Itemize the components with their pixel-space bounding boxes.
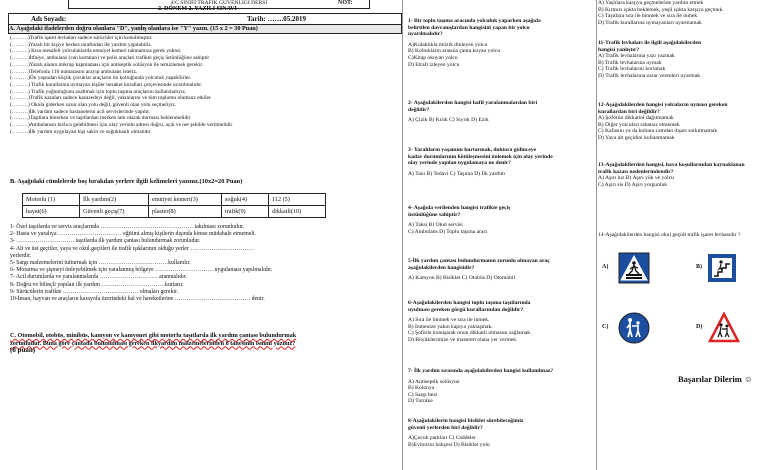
right-column — [598, 0, 778, 470]
question-text: kadar durumlarının kötüleşmesini önlemek için olay yerinde — [408, 153, 553, 160]
fill-blank-sentence: yerlerdir. — [10, 252, 32, 259]
sign-label-c: C) — [602, 324, 609, 330]
sign-label-b: B) — [696, 264, 702, 270]
question-text: 4- Aşağıda verilenden hangisi trafikte geçiş — [408, 205, 511, 211]
exam-subtitle: 2. DÖNEM 2. YAZILI SINAVI — [158, 6, 237, 12]
answer-option: A) Taksi B) Okul servisi — [408, 222, 463, 229]
true-false-item: (………) Trafik yoğunluğunu azaltmak için toplu taşıma araçlarını kullanmalıyız. — [10, 88, 187, 95]
true-false-item: (………)İtfaiye, ambulans (can kurtaran) ve polis araçları trafikte geçiş üstünlüğüne sahiptir — [10, 55, 210, 62]
true-false-item: (………)Yaralı bir kişiye herkes tarafından ilk yardım yapılabiliz. — [10, 41, 152, 48]
name-label: Adı Soyadı: — [31, 15, 67, 23]
question-text: 2- Aşağıdakilerden hangisi hafif yaralanmalardan biri — [408, 100, 538, 106]
word-bank-cell: soğuk(4) — [222, 194, 269, 206]
answer-option: A) Tanı B) Tedavi C) Taşıma D) İlk yardım — [408, 170, 506, 177]
farewell-text: Başarılar Dilerim ☺ — [678, 374, 753, 384]
word-bank-cell: dikkatli(10) — [269, 206, 326, 218]
sign-label-d: D) — [696, 324, 703, 330]
answer-option: A) Aşırı hız B) Aşırı yük ve yolcu — [598, 175, 674, 182]
true-false-item: (………)Ambulansın hızlıca gelebilmesi için olay yerinin adresi doğru, açık ve net şekilde verilmelidir — [10, 122, 233, 129]
fill-blank-sentence: 10-İnsan, hayvan ve araçların karayolu üzerindeki hal ve hareketlerine ………………………………… denir. — [10, 296, 265, 303]
word-bank-cell: plaster(8) — [149, 206, 222, 218]
answer-option: D) Turnike — [408, 398, 433, 405]
mc-question-1 — [408, 18, 541, 68]
true-false-item: (………)Trafik işaret levhaları sadece sürücüler için konulmuştur. — [10, 35, 153, 41]
answer-option: B) Kırmızı ışıkta beklemek, yeşil ışıkta karşıya geçmek. — [598, 6, 724, 13]
pedestrian-stairs-icon — [706, 252, 738, 284]
school-children-warning-icon — [708, 312, 740, 344]
answer-option: C)Kitap okuyan yolcu — [408, 54, 458, 61]
mc-question-5 — [408, 258, 550, 282]
mc-question-6 — [408, 300, 532, 344]
fill-blank-sentence: 5- Sargı malzemelerini tutturmak için ………………………………kullanılır. — [10, 260, 191, 267]
fill-blank-sentence: 6- Morarma ve şişmeyi önleyebilmek için yaralanmış bölgeye ………………………… uygulaması yapılmalıdır. — [10, 267, 273, 274]
question-text: 3- Yaralıların yaşamını kurtarmak, doktora gidinceye — [408, 147, 537, 153]
section-c-line2: zorunludur. Buna göre çantada bulunulması gereken ilkyardım malzemelerinden 8 tanesinin ismini yazınız? — [10, 339, 296, 347]
answer-option: B) Kolonya — [408, 385, 435, 392]
question-text: hangisi yanlıştır? — [598, 46, 640, 53]
section-a-list — [10, 35, 232, 136]
date-label: Tarih: …….05.2019 — [247, 15, 307, 23]
answer-option: A)Çocuk parkları C) Caddeler — [408, 435, 476, 442]
true-false-item: (………) Okula giderken uzun olan yolu değil, güvenli olan yolu seçmeliyiz. — [10, 102, 177, 109]
word-bank-row — [23, 206, 326, 218]
question-text: üstünlüğüne sahiptir? — [408, 211, 461, 218]
question-text: 6-Aşağıdakilerden hangisi toplu taşıma taşıtlarında — [408, 300, 531, 306]
word-bank-table — [22, 193, 326, 218]
section-b-sentences — [10, 224, 272, 303]
true-false-item: (………)Ön yaşından küçük çocuklar araçların ön koltuğunda yolculuk yapabilirler. — [10, 75, 192, 82]
answer-option: C) Sargı bezi — [408, 391, 438, 398]
question-text: 5-İlk yardım çantası bulundurmanın zorunlu olmayan araç — [408, 258, 550, 264]
school-crossing-sign-c — [618, 312, 650, 344]
answer-option: D) Trafik levhalarına zarar verenleri uyarmak — [598, 72, 701, 79]
question-text: 13-Aşağıdakilerden hangisi, hava koşullarından kaynaklanan — [598, 162, 745, 168]
question-text: 11-Trafik levhaları ile ilgili aşağıdakilerden — [598, 40, 702, 46]
answer-option: D) Etrafı izleyen yolcu — [408, 61, 460, 68]
true-false-item: (………)Yaralı alanın mikrop kapmaması için antiseptik solüsyon ile temizlemek gerekir. — [10, 61, 204, 68]
true-false-item: (………)Taşıtlara binerken ve taşıtlardan inerken tam olarak durması beklenmelidir — [10, 115, 191, 122]
question-text: 7- İlk yardım sırasında aşağıdakilerden hangisi kullanılmaz? — [408, 368, 554, 374]
question-text: olay yerinde yapılan uygulamaya ne denir? — [408, 160, 512, 167]
left-column — [8, 0, 400, 470]
word-bank-cell: hayat(6) — [23, 206, 80, 218]
fill-blank-sentence: 8- Doğru ve bilinçli yapılan ilk yardım ……………………………kurtarır. — [10, 281, 184, 288]
word-bank-cell: Motorlu (1) — [23, 194, 80, 206]
word-bank-row — [23, 194, 326, 206]
question-text: aşağıdakilerden hangisidir? — [408, 264, 475, 271]
true-false-item: (………) Kısa mesafeli yolculuklarda emniyet kemeri takmamıza gerek yoktur. — [10, 48, 182, 55]
question-text: değildir? — [408, 106, 430, 113]
question-text: uyulması gereken görgü kurallarından değildir? — [408, 306, 524, 313]
true-false-item: (………)İlk yardım uygulayan kişi sakin ve soğukkanlı olmalıdır — [10, 128, 151, 135]
mc-question-12 — [598, 102, 728, 142]
mc-question-4 — [408, 205, 510, 235]
school-crossing-sign-a — [618, 252, 650, 284]
mc-question-10-options — [598, 0, 724, 26]
answer-option: C) Kafasını ya da kolunu camdan dışarı sarkıtmamak — [598, 128, 718, 135]
answer-option: A) Yaşlılara karşıya geçmelerine yardım etmek — [598, 0, 704, 6]
mc-question-3 — [408, 147, 553, 177]
mc-question-14: 14-Aşağıdakilerden hangisi okul geçidi trafik işaret levhasıdır ? — [598, 232, 741, 238]
question-text: güvenli yerlerden biri değildir? — [408, 424, 483, 431]
fill-blank-sentence: 4- Alt ve üst geçitler, yaya ve okul geçitleri ile trafik ışıklarının olduğu yerler …………………………… — [10, 245, 254, 252]
mc-question-8 — [408, 418, 523, 448]
answer-option: A) Şoförün dikkatini dağıtmamak — [598, 115, 674, 122]
section-c-line1: C. Otomobil, otobüs, minibüs, kamyon ve kamyonet gibi motorlu taşıtlarda ilk yardım çantası bulundurmak — [10, 332, 297, 339]
mc-question-7 — [408, 368, 553, 405]
mc-question-13 — [598, 162, 745, 188]
grade-label: NOT: — [338, 0, 353, 6]
word-bank-cell: trafik(9) — [222, 206, 269, 218]
true-false-item: (………) Trafik kurallarına uymayan kişiler nezaket kuralları çerçevesinde uyarılmalıdır. — [10, 81, 203, 88]
section-a-title: A. Aşağıdaki ifadelerden doğru olanlara "D", yanlış olanlara ise "Y" yazın. (15 x 2 = 30 Puan) — [8, 24, 402, 34]
pedestrian-crossing-icon — [618, 252, 650, 284]
fill-blank-sentence: 7- Acil durumlarda ve yaralanmalarda ………………………… aranmalıdır. — [10, 274, 187, 281]
section-c-points: (8 puan) — [10, 346, 36, 354]
answer-option: A)Kulaklıkla müzik dinleyen yolcu — [408, 41, 488, 48]
question-text: belirtilen davranışlardan hangisini yapan bir yolcu — [408, 24, 530, 31]
answer-option: B) Koltukların arasına çanta koyan yolcu — [408, 48, 501, 55]
question-text: 8-Aşağıdakilerin hangisi bisiklet sürebileceğimiz — [408, 418, 524, 424]
column-divider — [402, 0, 403, 470]
answer-option: A) Antiseptik solüsyon — [408, 378, 460, 385]
question-text: uyarılmalıdır? — [408, 31, 443, 38]
answer-option: B) İnmenize yakın kapıya yaklaşmak. — [408, 323, 493, 330]
fill-blank-sentence: 9- Sürücülerin trafikte ………………………………… olmaları gerekir. — [10, 288, 179, 295]
question-text: 12-Aşağıdakilerden hangisi yolcuların uyması gereken — [598, 102, 728, 108]
true-false-item: (………)Telefonla 110 numarasını arayıp ambulans isteriz. — [10, 68, 138, 75]
fill-blank-sentence: 2- Hasta ve yaralıya …………………………… eğitimi almış kişilerin dışında kimse müdahale etmemeli. — [10, 231, 256, 238]
word-bank-cell: emniyet kemeri(3) — [149, 194, 222, 206]
mc-question-11 — [598, 40, 701, 80]
answer-option: B) Trafik levhalarına uymak — [598, 59, 662, 66]
answer-option: A) Trafik levhalarına yazı yazmak — [598, 53, 675, 60]
word-bank-cell: Güvenli geçiş(7) — [80, 206, 149, 218]
question-text: trafik kazası nedenlerindendir? — [598, 168, 674, 175]
answer-option: D) Trafik kurallarına uymayanları uyarmamak — [598, 19, 702, 26]
mc-question-2 — [408, 100, 537, 124]
section-c — [10, 332, 296, 355]
exam-title: 4/C SINIFI TRAFİK GÜVENLİĞİ DERSİ — [170, 0, 268, 6]
school-crossing-sign-b — [706, 252, 738, 284]
answer-option: C) Aşırı sis D) Aşırı yorgunluk — [598, 181, 668, 188]
answer-option: A) Sıra ile binmek ve sıra ile inmek. — [408, 317, 490, 324]
column-divider — [596, 0, 597, 470]
middle-column — [408, 0, 596, 470]
sign-label-a: A) — [602, 264, 609, 270]
answer-option: C) Taşıtlara sıra ile binmek ve sıra ile inmek — [598, 13, 698, 20]
word-bank-cell: İlk yardım(2) — [80, 194, 149, 206]
true-false-item: (………)İlk yardım sadece hastanelerin acil servislerinde yapılır. — [10, 108, 150, 115]
answer-option: B)Evimizin bahçesi D) Bisiklet yolu — [408, 441, 490, 448]
answer-option: C) Trafik levhalarını korumak — [598, 66, 666, 73]
answer-option: C) Ambulans D) Toplu taşıma aracı — [408, 228, 488, 235]
true-false-item: (………)Trafik kazaları sadece kazazedeyi değil, yakınlarını ve tüm toplumu olumsuz etkiler. — [10, 95, 212, 102]
fill-blank-sentence: 3- ………………………… taşıtlarda ilk yardım çantası bulundurmak zorunludur. — [10, 238, 201, 245]
school-crossing-sign-d — [708, 312, 740, 344]
word-bank-cell: 112 (5) — [269, 194, 326, 206]
answer-option: C) Şoförle konuşarak onun dikkatli olmasını sağlamak. — [408, 330, 532, 337]
question-text: 1- Bir toplu taşıma aracında yolculuk yaparken aşağıda — [408, 18, 541, 24]
answer-option: B) Diğer yolcuları rahatsız etmemek — [598, 121, 680, 128]
fill-blank-sentence: 1- Özel taşıtlarda ve servis araçlarında ………………………………………… takılması zorunludur. — [10, 224, 244, 230]
answer-option: A) Çizik B) Kırık C) Sıyrık D) Ezik — [408, 117, 489, 124]
answer-option: D) Yaya alt geçidini kullanmamak — [598, 134, 675, 141]
answer-option: A) Kamyon B) Bisiklet C) Otobüs D) Otomobil — [408, 275, 516, 282]
question-text: kurallardan biri değildir? — [598, 108, 660, 115]
section-b-title: B. Aşağıdaki cümlelerde boş bırakılan yerlere ilgili kelimeleri yazınız.(10x2=20 Puan) — [10, 178, 243, 185]
pedestrian-path-icon — [618, 312, 650, 344]
answer-option: D) Büyüklerimize ve mazereti olana yer vermek. — [408, 336, 518, 343]
